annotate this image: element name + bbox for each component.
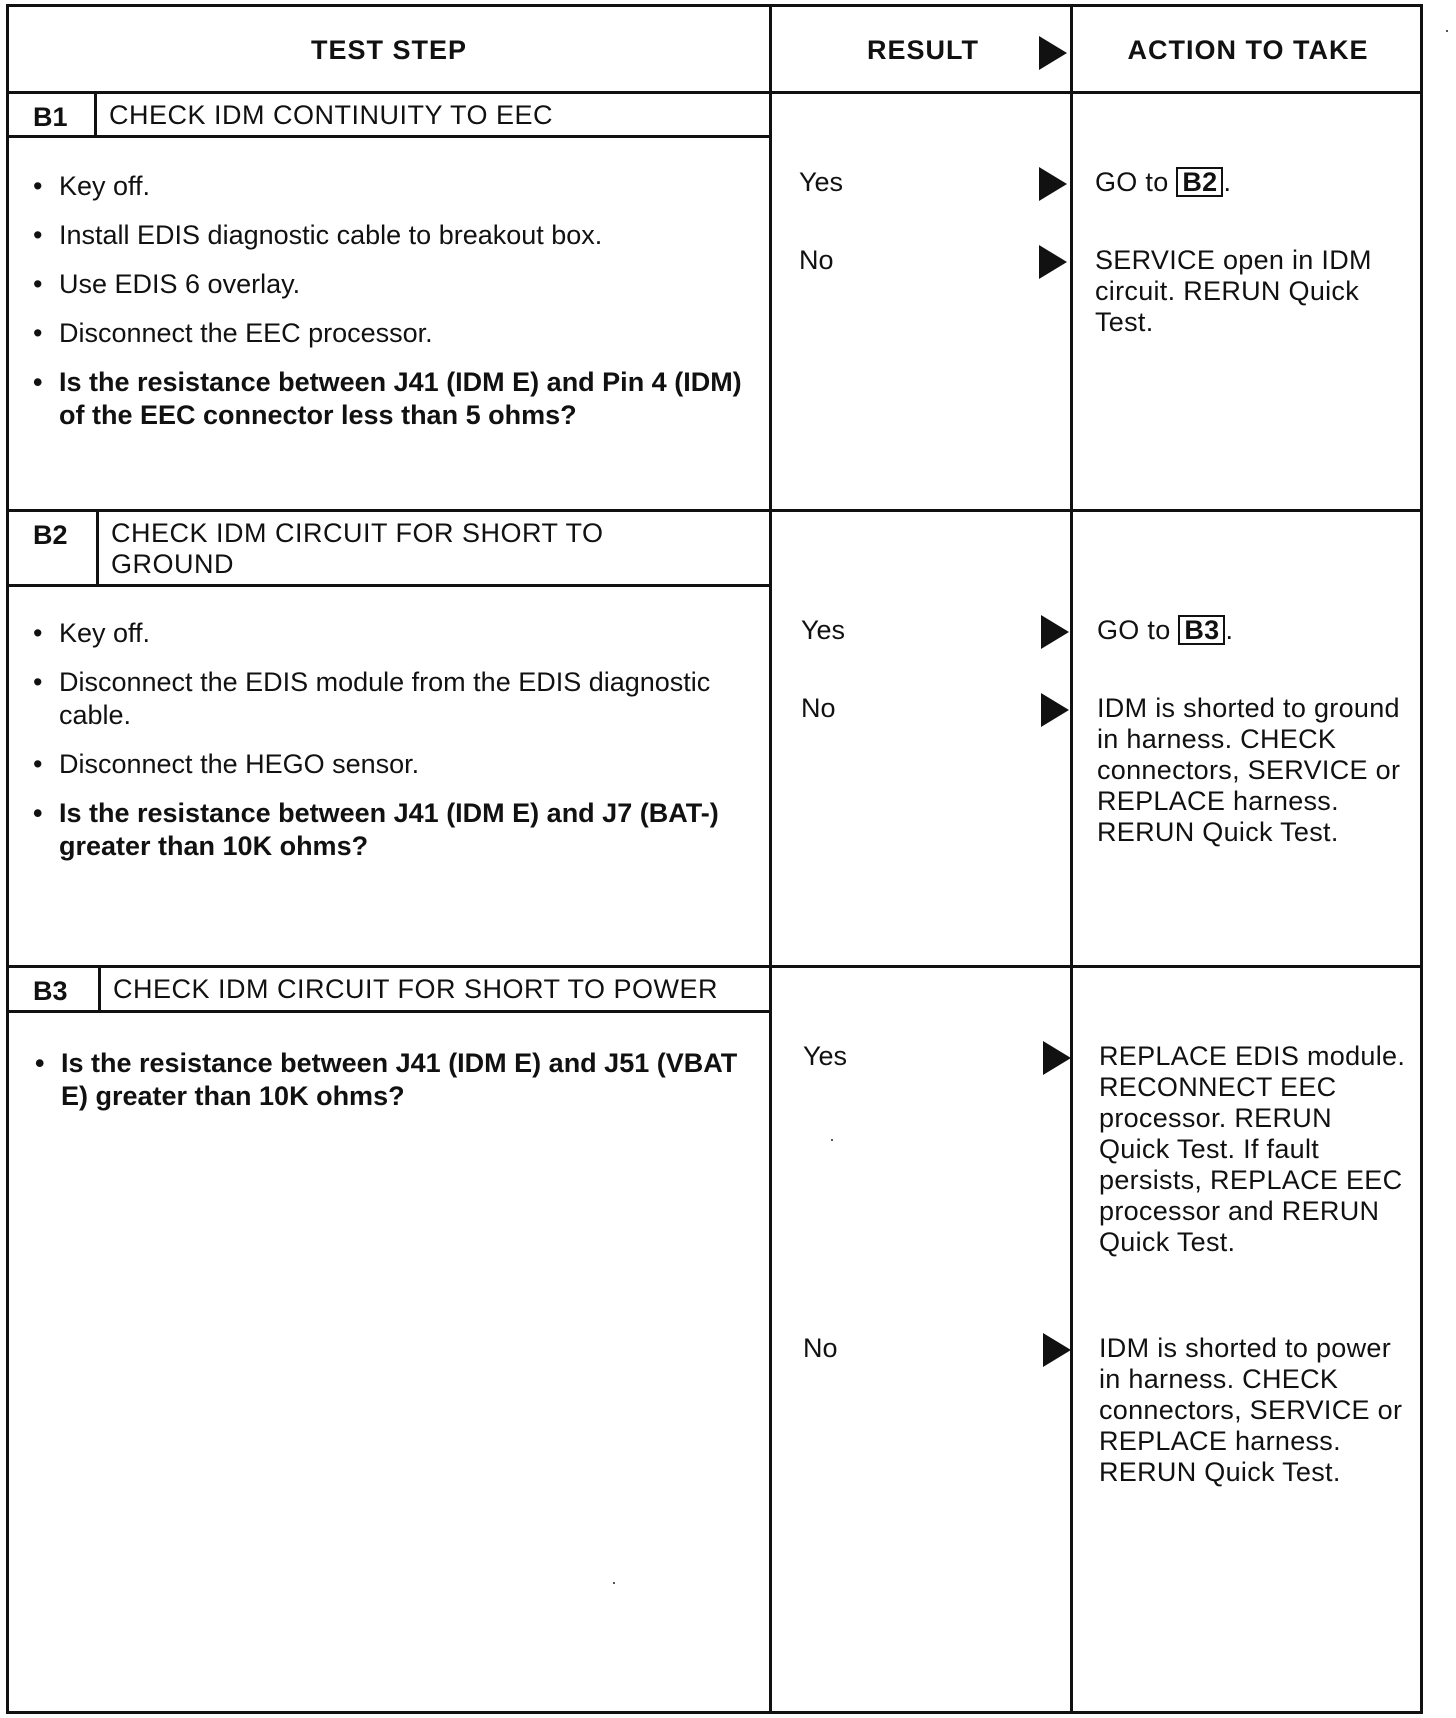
step-b3-no-arrow-icon bbox=[1043, 1333, 1071, 1367]
step-b2-yes-label: Yes bbox=[801, 615, 846, 645]
header-arrow-icon bbox=[1039, 36, 1067, 70]
step-b2-yes-action bbox=[1097, 615, 1417, 646]
step-b1-header bbox=[9, 94, 772, 138]
step-ref-b3[interactable]: B3 bbox=[1178, 615, 1225, 645]
diagnostic-table bbox=[6, 4, 1423, 1714]
column-divider-action bbox=[1070, 7, 1073, 1711]
list-item: • Disconnect the HEGO sensor. bbox=[33, 748, 743, 781]
step-b1-yes-label: Yes bbox=[799, 167, 844, 197]
step-b2-bullets bbox=[33, 617, 743, 879]
header-test-step: TEST STEP bbox=[310, 35, 468, 65]
action-punct: . bbox=[1225, 615, 1234, 645]
step-b3-no-label: No bbox=[803, 1333, 838, 1363]
step-b1-no-arrow-icon bbox=[1039, 245, 1067, 279]
action-punct: . bbox=[1223, 167, 1232, 197]
step-b3-id: B3 bbox=[9, 968, 101, 1010]
step-b2-no-label: No bbox=[801, 693, 836, 723]
list-item: • Use EDIS 6 overlay. bbox=[33, 268, 743, 301]
step-b1-question: • Is the resistance between J41 (IDM E) and Pin 4 (IDM) of the EEC connector less than 5 ohms? bbox=[33, 366, 743, 432]
step-b2-no-action: IDM is shorted to ground in harness. CHECK connectors, SERVICE or REPLACE harness. RERUN Quick Test. bbox=[1097, 693, 1401, 847]
list-item: • Install EDIS diagnostic cable to breakout box. bbox=[33, 219, 743, 252]
step-b2-question: • Is the resistance between J41 (IDM E) and J7 (BAT-) greater than 10K ohms? bbox=[33, 797, 743, 863]
list-item: • Key off. bbox=[33, 617, 743, 650]
step-b3-bullets bbox=[35, 1047, 755, 1129]
step-b2-id: B2 bbox=[9, 512, 99, 584]
step-b3-title: CHECK IDM CIRCUIT FOR SHORT TO POWER bbox=[113, 974, 719, 1004]
header-action: ACTION TO TAKE bbox=[1127, 35, 1369, 65]
step-b1-no-action: SERVICE open in IDM circuit. RERUN Quick Test. bbox=[1095, 245, 1372, 337]
step-b3-yes-arrow-icon bbox=[1043, 1041, 1071, 1075]
header-result: RESULT bbox=[867, 35, 979, 65]
step-b1-yes-arrow-icon bbox=[1039, 167, 1067, 201]
step-b1-yes-action bbox=[1095, 167, 1415, 198]
list-item: • Key off. bbox=[33, 170, 743, 203]
step-b2-title: CHECK IDM CIRCUIT FOR SHORT TO GROUND bbox=[111, 518, 604, 579]
action-text: GO to bbox=[1095, 167, 1169, 197]
action-text: GO to bbox=[1097, 615, 1171, 645]
step-b2-yes-arrow-icon bbox=[1041, 615, 1069, 649]
step-b3-yes-label: Yes bbox=[803, 1041, 848, 1071]
step-b3-yes-action: REPLACE EDIS module. RECONNECT EEC processor. RERUN Quick Test. If fault persists, REPLACE EEC processor and RERUN Quick Test. bbox=[1099, 1041, 1406, 1257]
step-b2-no-arrow-icon bbox=[1041, 693, 1069, 727]
step-ref-b2[interactable]: B2 bbox=[1176, 167, 1223, 197]
list-item: • Disconnect the EEC processor. bbox=[33, 317, 743, 350]
list-item: • Disconnect the EDIS module from the EDIS diagnostic cable. bbox=[33, 666, 743, 732]
step-b1-title: CHECK IDM CONTINUITY TO EEC bbox=[109, 100, 554, 130]
step-b3-no-action: IDM is shorted to power in harness. CHECK connectors, SERVICE or REPLACE harness. RERUN Quick Test. bbox=[1099, 1333, 1403, 1487]
speck bbox=[613, 1582, 615, 1584]
speck bbox=[831, 1139, 833, 1141]
step-b3-question: • Is the resistance between J41 (IDM E) and J51 (VBAT E) greater than 10K ohms? bbox=[35, 1047, 755, 1113]
step-b3-header bbox=[9, 968, 772, 1013]
step-b1-id: B1 bbox=[9, 94, 97, 135]
speck bbox=[1446, 30, 1448, 32]
step-b2-header bbox=[9, 512, 772, 587]
step-b1-bullets bbox=[33, 170, 743, 448]
column-divider-result bbox=[769, 7, 772, 1711]
step-b1-no-label: No bbox=[799, 245, 834, 275]
